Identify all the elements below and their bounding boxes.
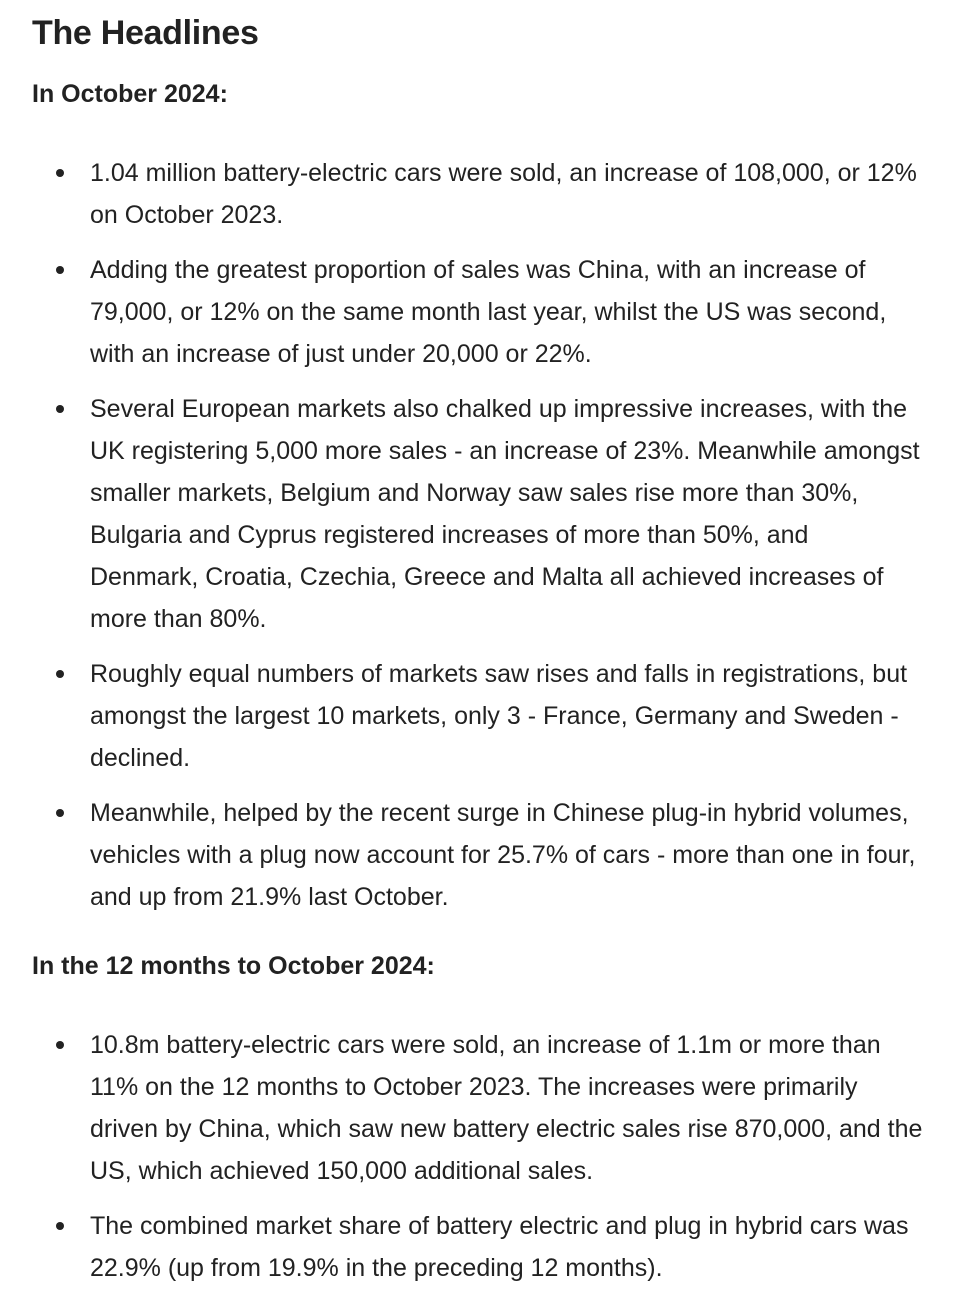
list-item-text: 10.8m battery-electric cars were sold, an increase of 1.1m or more than 11% on the 12 months to October 2023. The increases were primarily driven by China, which saw new battery electric sales rise 870,000, and the US, which achieved 150,000 additional sales. [90,1031,923,1185]
twelve-months-heading: In the 12 months to October 2024: [32,952,435,980]
list-item-text: Several European markets also chalked up impressive increases, with the UK registering 5,000 more sales - an increase of 23%. Meanwhile amongst smaller markets, Belgium and Norway saw sales rise more than 30%, Bulgaria and Cyprus registered increases of more than 50%, and Denmark, Croatia, Czechia, Greece and Malta all achieved increases of more than 80%. [90,395,920,633]
list-item-text: Adding the greatest proportion of sales was China, with an increase of 79,000, or 12% on the same month last year, whilst the US was second, with an increase of just under 20,000 or 22%. [90,256,887,368]
bullet-icon [56,405,64,413]
october-2024-bullet-list [32,152,923,918]
bullet-icon [56,1041,64,1049]
list-item [32,388,923,640]
list-item [32,249,923,375]
list-item [32,1205,923,1289]
list-item-text: Meanwhile, helped by the recent surge in Chinese plug-in hybrid volumes, vehicles with a plug now account for 25.7% of cars - more than one in four, and up from 21.9% last October. [90,799,916,911]
list-item-text: Roughly equal numbers of markets saw rises and falls in registrations, but amongst the largest 10 markets, only 3 - France, Germany and Sweden - declined. [90,660,908,772]
bullet-icon [56,1222,64,1230]
list-item [32,152,923,236]
list-item [32,792,923,918]
list-item [32,653,923,779]
bullet-icon [56,266,64,274]
twelve-months-bullet-list [32,1024,923,1289]
bullet-icon [56,670,64,678]
list-item-text: The combined market share of battery electric and plug in hybrid cars was 22.9% (up from 19.9% in the preceding 12 months). [90,1212,909,1282]
list-item-text: 1.04 million battery-electric cars were sold, an increase of 108,000, or 12% on October 2023. [90,159,917,229]
bullet-icon [56,169,64,177]
list-item [32,1024,923,1192]
bullet-icon [56,809,64,817]
page-title: The Headlines [32,14,259,52]
october-2024-heading: In October 2024: [32,80,228,108]
